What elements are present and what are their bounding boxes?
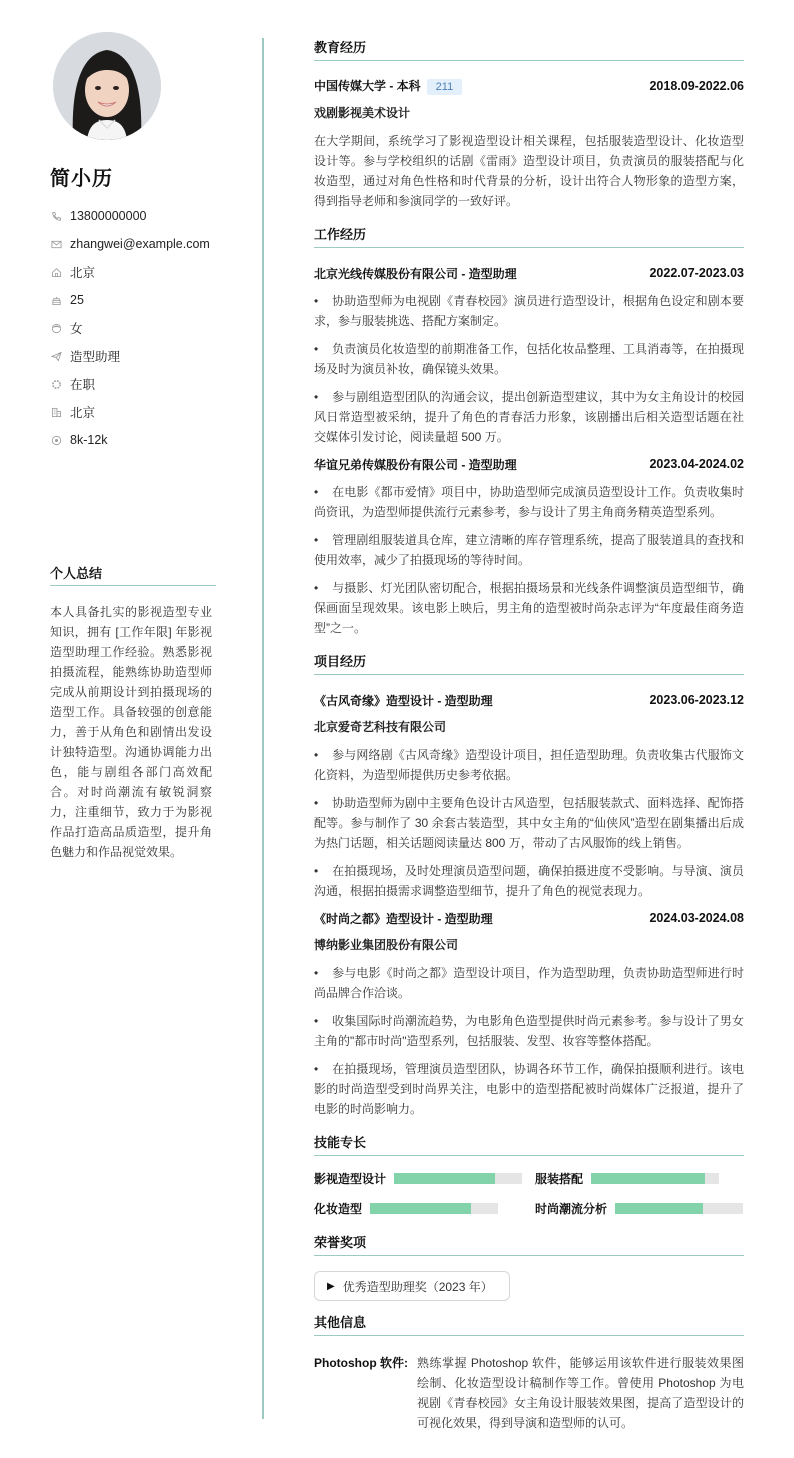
project-company: 北京爱奇艺科技有限公司 [314,720,447,734]
work-date: 2022.07-2023.03 [649,266,744,280]
sidebar [50,32,216,454]
project-header [314,909,744,927]
location-value: 北京 [70,266,96,280]
salary-icon [50,434,62,446]
other-section [314,1315,744,1433]
education-section [314,40,744,211]
project-date: 2023.06-2023.12 [649,693,744,707]
skills-section [314,1135,744,1217]
work-header [314,455,744,473]
award-label: 优秀造型助理奖（2023 年） [342,1279,493,1294]
info-city [50,398,216,426]
skill-bar [394,1173,522,1184]
info-salary [50,426,216,454]
info-phone [50,202,216,230]
education-title: 教育经历 [314,40,744,61]
summary-section [50,567,216,862]
other-item [314,1353,744,1433]
skill-item: 化妆造型 [314,1199,535,1217]
work-header [314,264,744,282]
projects-title: 项目经历 [314,654,744,675]
city-value: 北京 [70,406,96,420]
school-tag: 211 [427,79,463,95]
awards-title: 荣誉奖项 [314,1235,744,1256]
project-bullets [314,745,744,901]
skill-item: 时尚潮流分析 [535,1199,744,1217]
age-value: 25 [70,293,84,307]
column-divider [262,38,264,1419]
info-location [50,258,216,286]
project-name: 《时尚之都》造型设计 - 造型助理 [314,911,493,926]
work-entry [314,455,744,638]
age-icon [50,294,62,306]
other-title: 其他信息 [314,1315,744,1336]
info-gender [50,314,216,342]
education-header [314,77,744,95]
phone-icon [50,210,62,222]
avatar-portrait [53,32,161,140]
bullet-item: •负责演员化妆造型的前期准备工作，包括化妆品整理、工具消毒等，在拍摄现场及时为演员补妆，确保镜头效果。 [314,339,744,379]
other-value: 熟练掌握 Photoshop 软件，能够运用该软件进行服装效果图绘制、化妆造型设计稿制作等工作。曾使用 Photoshop 为电视剧《青春校园》女主角设计服装效果图，提高了造型设计的可视化效果，得到导演和造型师的认可。 [417,1356,744,1430]
building-icon [50,406,62,418]
skills-grid [314,1169,744,1217]
work-entry [314,264,744,447]
disclosure-triangle-icon: ▶ [327,1280,335,1292]
education-description: 在大学期间，系统学习了影视造型设计相关课程，包括服装造型设计、化妆造型设计等。参与学校组织的话剧《雷雨》造型设计项目，负责演员的服装搭配与化妆造型，通过对角色性格和时代背景的分析，设计出符合人物形象的造型方案，得到指导老师和参演同学的一致好评。 [314,134,744,208]
email-value: zhangwei@example.com [70,237,210,251]
gender-icon [50,322,62,334]
gender-value: 女 [70,322,83,336]
project-company: 博纳影业集团股份有限公司 [314,938,459,952]
education-date: 2018.09-2022.06 [649,79,744,93]
status-value: 在职 [70,378,96,392]
school-name: 中国传媒大学 - 本科 [314,79,421,93]
project-date: 2024.03-2024.08 [649,911,744,925]
project-entry [314,691,744,901]
mail-icon [50,238,62,250]
bullet-item: •与摄影、灯光团队密切配合，根据拍摄场景和光线条件调整演员造型细节，确保画面呈现效果。该电影上映后，男主角的造型被时尚杂志评为“年度最佳商务造型”之一。 [314,578,744,638]
skill-item: 影视造型设计 [314,1169,535,1187]
avatar [53,32,161,140]
work-title: 工作经历 [314,227,744,248]
education-major: 戏剧影视美术设计 [314,106,411,120]
bullet-item: •在拍摄现场，及时处理演员造型问题，确保拍摄进度不受影响。与导演、演员沟通，根据拍摄需求调整造型细节，提升了角色的视觉表现力。 [314,861,744,901]
work-bullets [314,482,744,638]
awards-section [314,1235,744,1301]
project-bullets [314,963,744,1119]
main-content [314,40,744,1433]
info-age [50,286,216,314]
bullet-item: •收集国际时尚潮流趋势，为电影角色造型提供时尚元素参考。参与设计了男女主角的"都市时尚"造型系列，包括服装、发型、妆容等整体搭配。 [314,1011,744,1051]
bullet-item: •参与电影《时尚之都》造型设计项目，作为造型助理，负责协助造型师进行时尚品牌合作洽谈。 [314,963,744,1003]
send-icon [50,350,62,362]
candidate-name: 简小历 [50,168,113,190]
summary-text: 本人具备扎实的影视造型专业知识，拥有 [工作年限] 年影视造型助理工作经验。熟悉影视拍摄流程，能熟练协助造型师完成从前期设计到拍摄现场的造型工作。具备较强的创意能力，善于从角色和剧情出发设计独特造型。沟通协调能力出色，能与剧组各部门高效配合。对时尚潮流有敏锐洞察力，注重细节，致力于为影视作品打造高品质造型，提升角色魅力和作品视觉效果。 [50,605,212,859]
bullet-item: •协助造型师为电视剧《青春校园》演员进行造型设计，根据角色设定和剧本要求，参与服装挑选、搭配方案制定。 [314,291,744,331]
skill-bar [591,1173,719,1184]
project-name: 《古风奇缘》造型设计 - 造型助理 [314,693,493,708]
bullet-item: •参与剧组造型团队的沟通会议，提出创新造型建议，其中为女主角设计的校园风日常造型被采纳，提升了角色的青春活力形象，该剧播出后相关造型话题在社交媒体引发讨论，阅读量超 500 万。 [314,387,744,447]
bullet-item: •协助造型师为剧中主要角色设计古风造型，包括服装款式、面料选择、配饰搭配等。参与制作了 30 余套古装造型，其中女主角的“仙侠风”造型在剧集播出后成为热门话题，相关话题阅读量达 800 万，带动了古风服饰的线上销售。 [314,793,744,853]
info-email [50,230,216,258]
info-status [50,370,216,398]
other-key: Photoshop 软件: [314,1356,408,1370]
skill-bar [615,1203,743,1214]
work-bullets [314,291,744,447]
work-company: 北京光线传媒股份有限公司 - 造型助理 [314,266,517,281]
status-icon [50,378,62,390]
skill-item: 服装搭配 [535,1169,744,1187]
award-item-toggle[interactable] [314,1271,510,1301]
work-date: 2023.04-2024.02 [649,457,744,471]
bullet-item: •在拍摄现场，管理演员造型团队，协调各环节工作，确保拍摄顺利进行。该电影的时尚造型受到时尚界关注，电影中的造型搭配被时尚媒体广泛报道，提升了电影的时尚影响力。 [314,1059,744,1119]
skill-bar [370,1203,498,1214]
summary-title: 个人总结 [50,567,216,586]
info-position [50,342,216,370]
phone-value: 13800000000 [70,209,147,223]
skills-title: 技能专长 [314,1135,744,1156]
project-header [314,691,744,709]
bullet-item: •管理剧组服装道具仓库，建立清晰的库存管理系统，提高了服装道具的查找和使用效率，减少了拍摄现场的等待时间。 [314,530,744,570]
work-section [314,227,744,638]
salary-value: 8k-12k [70,433,108,447]
home-icon [50,266,62,278]
position-value: 造型助理 [70,350,121,364]
bullet-item: •参与网络剧《古风奇缘》造型设计项目，担任造型助理。负责收集古代服饰文化资料，为造型师提供历史参考依据。 [314,745,744,785]
projects-section [314,654,744,1119]
bullet-item: •在电影《都市爱情》项目中，协助造型师完成演员造型设计工作。负责收集时尚资讯，为造型师提供流行元素参考，参与设计了男主角商务精英造型系列。 [314,482,744,522]
work-company: 华谊兄弟传媒股份有限公司 - 造型助理 [314,457,517,472]
contact-info-list [50,202,216,454]
project-entry [314,909,744,1119]
